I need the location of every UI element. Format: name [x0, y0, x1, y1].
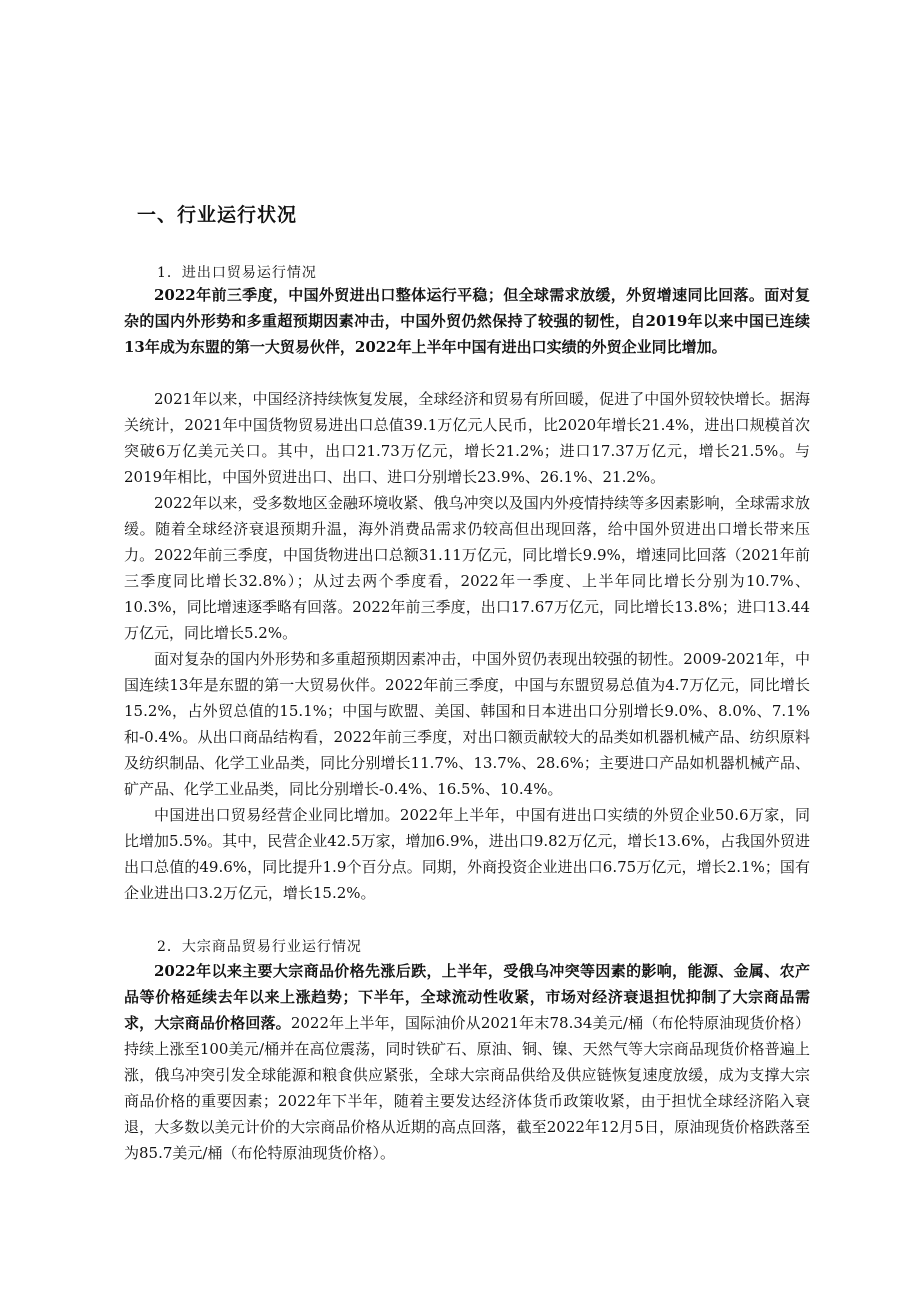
paragraph-3: 面对复杂的国内外形势和多重超预期因素冲击，中国外贸仍表现出较强的韧性。2009-2021年，中国连续13年是东盟的第一大贸易伙伴。2022年前三季度，中国与东盟贸易总值为4.7万亿元，同比增长15.2%，占外贸总值的15.1%；中国与欧盟、美国、韩国和日本进出口分别增长9.0%、8.0%、7.1%和-0.4%。从出口商品结构看，2022年前三季度，对出口额贡献较大的品类如机器机械产品、纺织原料及纺织制品、化学工业品类，同比分别增长11.7%、13.7%、28.6%；主要进口产品如机器机械产品、矿产品、化学工业品类，同比分别增长-0.4%、16.5%、10.4%。 — [124, 650, 810, 798]
paragraph-5-bold: 2022年以来主要大宗商品价格先涨后跌，上半年，受俄乌冲突等因素的影响，能源、金属、农产品等价格延续去年以来上涨趋势；下半年，全球流动性收紧，市场对经济衰退担忧抑制了大宗商品需求，大宗商品价格回落。 — [124, 962, 810, 1032]
subsection-heading-1: 1．进出口贸易运行情况 — [157, 265, 317, 281]
subsection-heading-2: 2．大宗商品贸易行业运行情况 — [157, 939, 362, 955]
section-heading: 一、行业运行状况 — [137, 204, 298, 226]
paragraph-5 — [124, 958, 810, 1166]
paragraph-4: 中国进出口贸易经营企业同比增加。2022年上半年，中国有进出口实绩的外贸企业50.6万家，同比增加5.5%。其中，民营企业42.5万家，增加6.9%，进出口9.82万亿元，增长13.6%，占我国外贸进出口总值的49.6%，同比提升1.9个百分点。同期，外商投资企业进出口6.75万亿元，增长2.1%；国有企业进出口3.2万亿元，增长15.2%。 — [124, 806, 810, 902]
paragraph-1: 2021年以来，中国经济持续恢复发展，全球经济和贸易有所回暖，促进了中国外贸较快增长。据海关统计，2021年中国货物贸易进出口总值39.1万亿元人民币，比2020年增长21.4%，进出口规模首次突破6万亿美元关口。其中，出口21.73万亿元，增长21.2%；进口17.37万亿元，增长21.5%。与2019年相比，中国外贸进出口、出口、进口分别增长23.9%、26.1%、21.2%。 — [124, 390, 810, 486]
paragraph-2: 2022年以来，受多数地区金融环境收紧、俄乌冲突以及国内外疫情持续等多因素影响，全球需求放缓。随着全球经济衰退预期升温，海外消费品需求仍较高但出现回落，给中国外贸进出口增长带来压力。2022年前三季度，中国货物进出口总额31.11万亿元，同比增长9.9%，增速同比回落（2021年前三季度同比增长32.8%）；从过去两个季度看，2022年一季度、上半年同比增长分别为10.7%、10.3%，同比增速逐季略有回落。2022年前三季度，出口17.67万亿元，同比增长13.8%；进口13.44万亿元，同比增长5.2%。 — [124, 494, 810, 642]
paragraph-5-rest: 2022年上半年，国际油价从2021年末78.34美元/桶（布伦特原油现货价格）持续上涨至100美元/桶并在高位震荡，同时铁矿石、原油、铜、镍、天然气等大宗商品现货价格普遍上涨，俄乌冲突引发全球能源和粮食供应紧张，全球大宗商品供给及供应链恢复速度放缓，成为支撑大宗商品价格的重要因素；2022年下半年，随着主要发达经济体货币政策收紧，由于担忧全球经济陷入衰退，大多数以美元计价的大宗商品价格从近期的高点回落，截至2022年12月5日，原油现货价格跌落至为85.7美元/桶（布伦特原油现货价格）。 — [124, 1014, 810, 1162]
paragraph-summary-1: 2022年前三季度，中国外贸进出口整体运行平稳；但全球需求放缓，外贸增速同比回落。面对复杂的国内外形势和多重超预期因素冲击，中国外贸仍然保持了较强的韧性，自2019年以来中国已连续13年成为东盟的第一大贸易伙伴，2022年上半年中国有进出口实绩的外贸企业同比增加。 — [124, 286, 810, 356]
